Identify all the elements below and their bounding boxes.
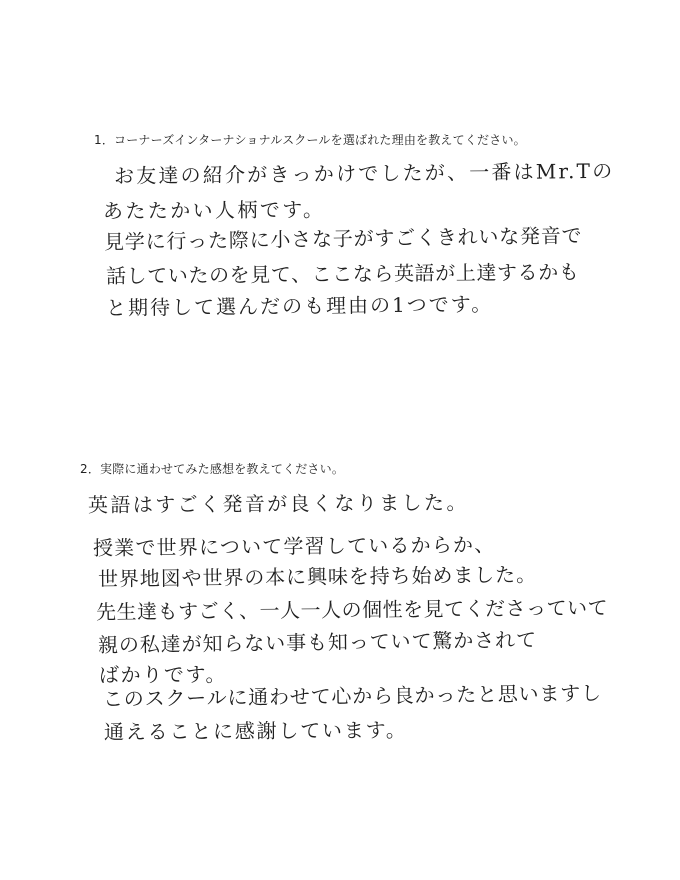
answer-2-line: ばかりです。 (98, 662, 228, 687)
answer-2-line: 英語はすごく発音が良くなりました。 (87, 490, 469, 517)
answer-1-line: 見学に行った際に小さな子がすごくきれいな発音で (103, 223, 583, 254)
answer-1-line: 話していたのを見て、ここなら英語が上達するかも (105, 259, 580, 288)
answer-1-line: と期待して選んだのも理由の1つです。 (105, 291, 494, 320)
answer-1-line: あたたかい人柄です。 (102, 197, 326, 223)
answer-2-line: 授業で世界について学習しているからか、 (92, 532, 496, 560)
answer-2-line: 先生達もすごく、一人一人の個性を見てくださっていて (95, 595, 609, 624)
question-2-label: 2．実際に通わせてみた感想を教えてください。 (80, 462, 345, 476)
answer-2-line: 親の私達が知らない事も知っていて驚かされて (97, 627, 538, 657)
answer-2-line: 通えることに感謝しています。 (103, 717, 408, 744)
answer-2-line: 世界地図や世界の本に興味を持ち始めました。 (97, 562, 538, 591)
answer-2-line: このスクールに通わせて心から良かったと思いますし (102, 680, 602, 711)
question-1-label: 1．コーナーズインターナショナルスクールを選ばれた理由を教えてください。 (94, 133, 526, 147)
answer-1-line: お友達の紹介がきっかけでしたが、一番はMr.Tの (113, 158, 615, 188)
